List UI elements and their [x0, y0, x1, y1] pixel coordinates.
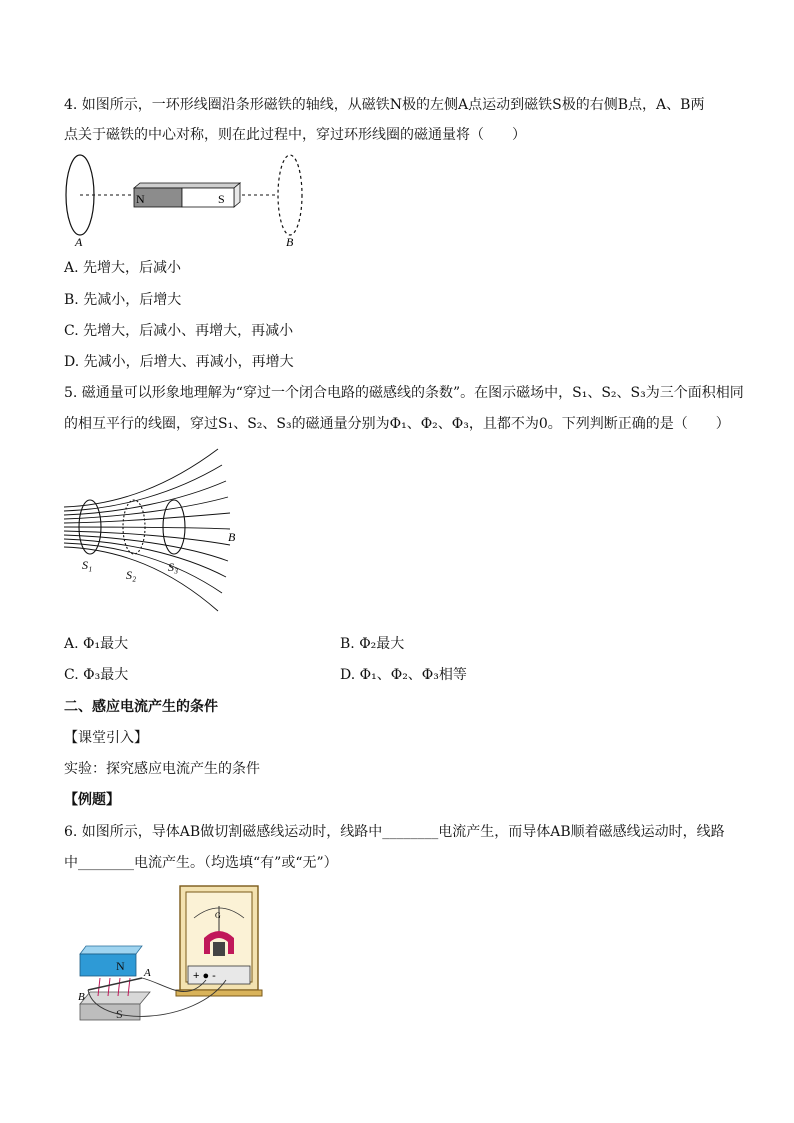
- q4-stem-line1: 4. 如图所示，一环形线圈沿条形磁铁的轴线，从磁铁N极的左侧A点运动到磁铁S极的右侧B点，A、B两: [64, 97, 705, 113]
- coil-s3-label: S₃: [168, 560, 179, 574]
- section2-experiment: 实验：探究感应电流产生的条件: [64, 761, 260, 777]
- q4-option-b: B. 先减小，后增大: [64, 292, 182, 308]
- q4-option-a: A. 先增大，后减小: [64, 260, 182, 276]
- section2-heading: 二、感应电流产生的条件: [64, 699, 218, 715]
- magnet-s-top: [80, 992, 150, 1004]
- field-lines: [64, 449, 230, 611]
- q5-option-d: D. Φ₁、Φ₂、Φ₃相等: [340, 667, 467, 683]
- q4-option-d: D. 先减小，后增大、再减小，再增大: [64, 354, 294, 370]
- galvanometer-terminals: + ● -: [193, 970, 216, 982]
- conductor-ab: [88, 978, 142, 990]
- q5-option-b: B. Φ₂最大: [340, 636, 405, 652]
- galvanometer-coil: [213, 942, 225, 956]
- point-b-label: B: [286, 235, 294, 249]
- magnet-s-label: S: [218, 192, 225, 206]
- conductor-b-label: B: [78, 991, 85, 1003]
- galvanometer-g-label: G: [215, 911, 221, 920]
- q4-stem-line2: 点关于磁铁的中心对称，则在此过程中，穿过环形线圈的磁通量将（ ）: [64, 127, 526, 143]
- magnet-top-face: [134, 183, 240, 188]
- field-b-label: B: [228, 530, 236, 544]
- coil-b-ellipse: [278, 155, 302, 235]
- q5-stem-line1: 5. 磁通量可以形象地理解为“穿过一个闭合电路的磁感线的条数”。在图示磁场中，S₁、S₂、S₃为三个面积相同: [64, 385, 744, 401]
- magnet-n-label: N: [136, 192, 145, 206]
- point-a-label: A: [75, 235, 83, 249]
- magnet-top: [80, 946, 142, 954]
- magnet-s-label: S: [116, 1007, 123, 1021]
- q4-option-c: C. 先增大，后减小、再增大，再减小: [64, 323, 294, 339]
- q5-stem-line2: 的相互平行的线圈，穿过S₁、S₂、S₃的磁通量分别为Φ₁、Φ₂、Φ₃，且都不为0。下列判断正确的是（ ）: [64, 416, 730, 432]
- q4-magnet-coil-figure: [60, 150, 320, 250]
- conductor-a-label: A: [144, 967, 151, 979]
- section2-example-tag: 【例题】: [64, 792, 120, 808]
- q6-stem-line2: 中________电流产生。（均选填“有”或“无”）: [64, 855, 338, 871]
- q5-magnetic-field-figure: [60, 445, 250, 620]
- section2-intro-tag: 【课堂引入】: [64, 730, 148, 746]
- magnet-n-label: N: [116, 959, 125, 973]
- coil-s2-label: S₂: [126, 568, 137, 582]
- magnet-s-pole: [182, 188, 234, 207]
- q5-option-a: A. Φ₁最大: [64, 636, 129, 652]
- coil-s1-label: S₁: [82, 558, 93, 572]
- q6-galvanometer-figure: [76, 884, 276, 1029]
- magnet-n-block: [80, 954, 136, 976]
- q5-option-c: C. Φ₃最大: [64, 667, 129, 683]
- q6-stem-line1: 6. 如图所示，导体AB做切割磁感线运动时，线路中________电流产生，而导体AB顺着磁感线运动时，线路: [64, 824, 725, 840]
